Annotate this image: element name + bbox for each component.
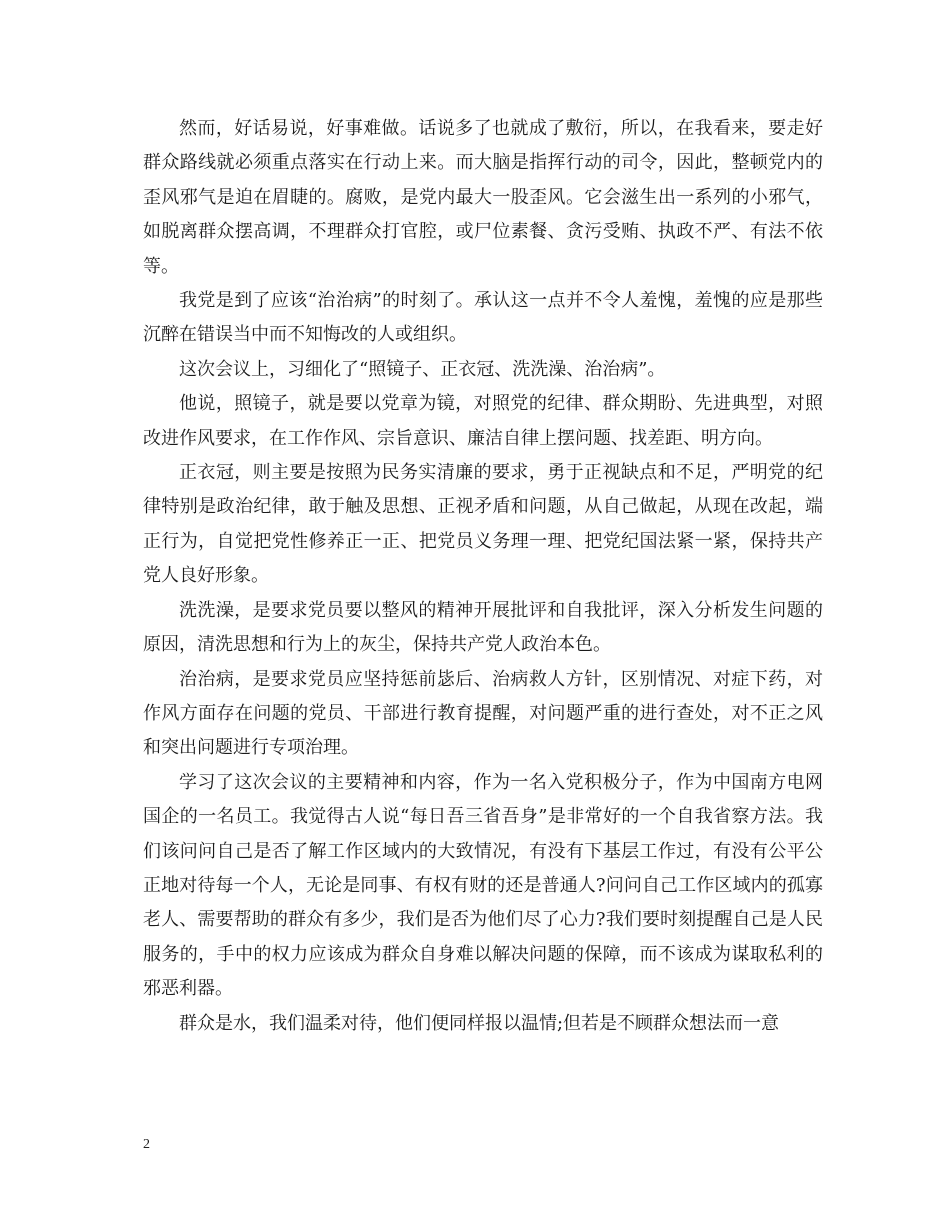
- paragraph-1: 然而，好话易说，好事难做。话说多了也就成了敷衍，所以，在我看来，要走好群众路线就必须重点落实在行动上来。而大脑是指挥行动的司令，因此，整顿党内的歪风邪气是迫在眉睫的。腐败，是党内最大一股歪风。它会滋生出一系列的小邪气，如脱离群众摆高调，不理群众打官腔，或尸位素餐、贪污受贿、执政不严、有法不依等。: [143, 118, 823, 277]
- paragraph-7: 治治病，是要求党员应坚持惩前毖后、治病救人方针，区别情况、对症下药，对作风方面存在问题的党员、干部进行教育提醒，对问题严重的进行查处，对不正之风和突出问题进行专项治理。: [143, 668, 823, 759]
- paragraph-6: 洗洗澡，是要求党员要以整风的精神开展批评和自我批评，深入分析发生问题的原因，清洗思想和行为上的灰尘，保持共产党人政治本色。: [143, 599, 823, 656]
- paragraph-3: 这次会议上，习细化了“照镜子、正衣冠、洗洗澡、治治病”。: [179, 358, 666, 380]
- paragraph-5: 正衣冠，则主要是按照为民务实清廉的要求，勇于正视缺点和不足，严明党的纪律特别是政治纪律，敢于触及思想、正视矛盾和问题，从自己做起，从现在改起，端正行为，自觉把党性修养正一正、把党员义务理一理、把党纪国法紧一紧，保持共产党人良好形象。: [143, 462, 823, 587]
- paragraph-8: 学习了这次会议的主要精神和内容，作为一名入党积极分子，作为中国南方电网国企的一名员工。我觉得古人说“每日吾三省吾身”是非常好的一个自我省察方法。我们该问问自己是否了解工作区域内的大致情况，有没有下基层工作过，有没有公平公正地对待每一个人，无论是同事、有权有财的还是普通人?问问自己工作区域内的孤寡老人、需要帮助的群众有多少，我们是否为他们尽了心力?我们要时刻提醒自己是人民服务的，手中的权力应该成为群众自身难以解决问题的保障，而不该成为谋取私利的邪恶利器。: [143, 771, 823, 1000]
- page-number: 2: [143, 1137, 150, 1152]
- paragraph-2: 我党是到了应该“治治病”的时刻了。承认这一点并不令人羞愧，羞愧的应是那些沉醉在错误当中而不知悔改的人或组织。: [143, 290, 823, 346]
- paragraph-4: 他说，照镜子，就是要以党章为镜，对照党的纪律、群众期盼、先进典型，对照改进作风要求，在工作作风、宗旨意识、廉洁自律上摆问题、找差距、明方向。: [143, 393, 823, 449]
- body-text: [143, 112, 823, 1041]
- paragraph-9: 群众是水，我们温柔对待，他们便同样报以温情;但若是不顾群众想法而一意: [179, 1012, 780, 1034]
